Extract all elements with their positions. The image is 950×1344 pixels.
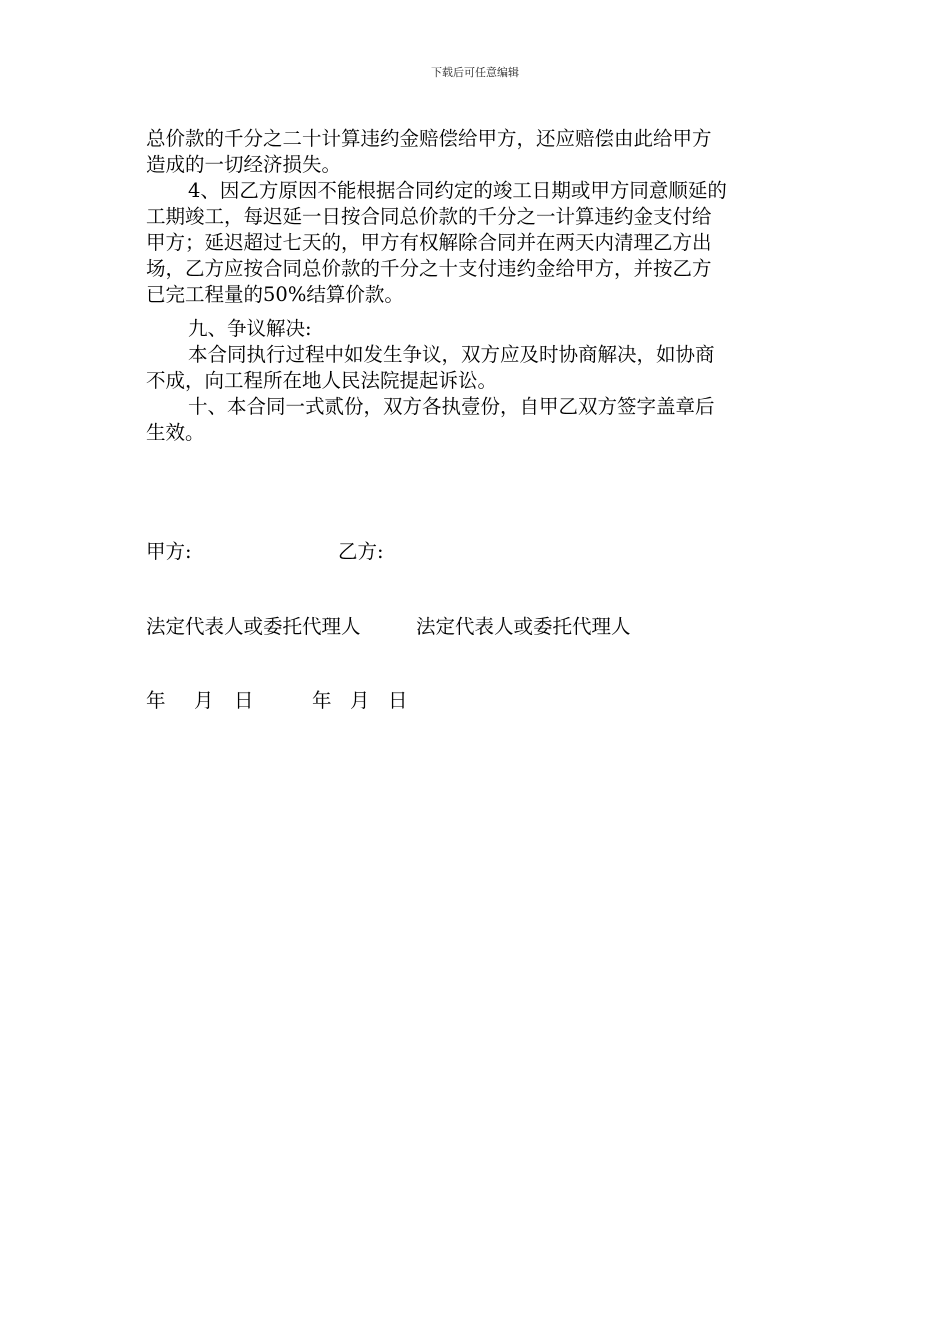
party-b-representative: 法定代表人或委托代理人: [416, 615, 631, 638]
date-a-month: 月: [194, 689, 214, 712]
paragraph-line: 本合同执行过程中如发生争议，双方应及时协商解决，如协商: [188, 343, 715, 366]
section-heading-copies: 十、本合同一式贰份，双方各执壹份，自甲乙双方签字盖章后: [188, 395, 715, 418]
party-a-representative: 法定代表人或委托代理人: [146, 615, 361, 638]
paragraph-line: 造成的一切经济损失。: [146, 153, 342, 176]
section-heading-dispute: 九、争议解决:: [188, 317, 312, 340]
signature-representatives: [146, 614, 631, 640]
date-b-year: 年: [312, 689, 332, 712]
paragraph-line: 工期竣工，每迟延一日按合同总价款的千分之一计算违约金支付给: [146, 205, 712, 228]
page-header: 下载后可任意编辑: [431, 66, 519, 79]
paragraph-line: 不成，向工程所在地人民法院提起诉讼。: [146, 369, 498, 392]
signature-parties: [146, 539, 384, 565]
paragraph-line: 场，乙方应按合同总价款的千分之十支付违约金给甲方，并按乙方: [146, 257, 712, 280]
party-b-label: 乙方:: [338, 540, 384, 563]
clause-4-line: 4、因乙方原因不能根据合同约定的竣工日期或甲方同意顺延的: [188, 179, 727, 202]
contract-body: [146, 126, 806, 446]
paragraph-line: 已完工程量的50%结算价款。: [146, 283, 404, 306]
date-a-day: 日: [234, 689, 254, 712]
paragraph-line: 总价款的千分之二十计算违约金赔偿给甲方，还应赔偿由此给甲方: [146, 127, 712, 150]
signature-dates: [146, 688, 408, 714]
party-a-label: 甲方:: [146, 540, 192, 563]
paragraph-line: 生效。: [146, 421, 205, 444]
date-b-month: 月: [350, 689, 370, 712]
date-a-year: 年: [146, 689, 166, 712]
date-b-day: 日: [388, 689, 408, 712]
paragraph-line: 甲方；延迟超过七天的，甲方有权解除合同并在两天内清理乙方出: [146, 231, 712, 254]
